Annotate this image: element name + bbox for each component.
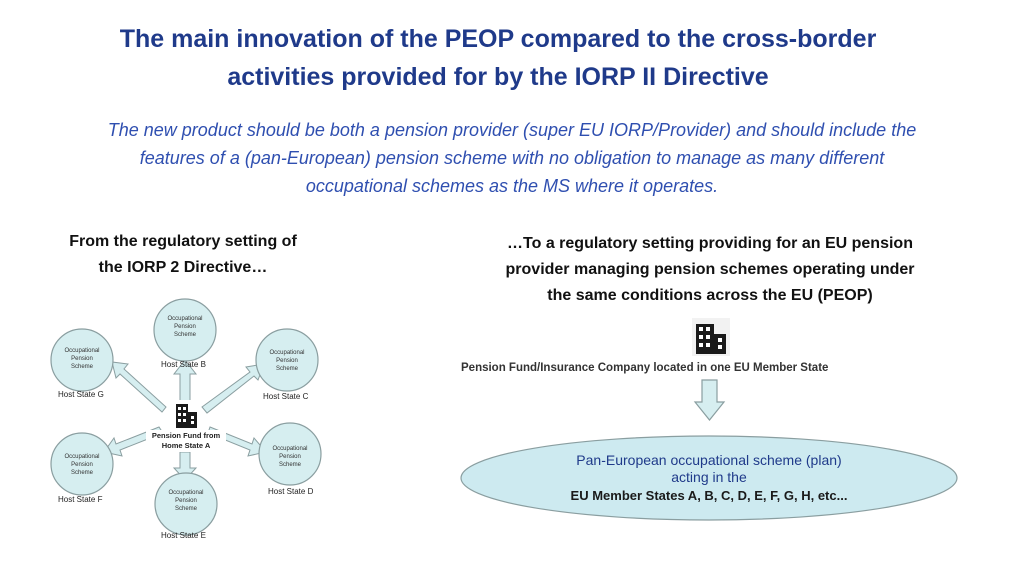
subtitle-line-2: features of a (pan-European) pension scheme with no obligation to manage as many different bbox=[139, 148, 885, 168]
left-heading-line-2: the IORP 2 Directive… bbox=[98, 259, 268, 276]
ellipse-line-2: acting in the bbox=[671, 469, 747, 485]
subtitle-line-3: occupational schemes as the MS where it operates. bbox=[305, 176, 719, 196]
svg-text:Occupational: Occupational bbox=[64, 348, 100, 354]
page-title bbox=[40, 20, 956, 96]
svg-text:Occupational: Occupational bbox=[272, 446, 308, 452]
scheme-circle-e bbox=[155, 473, 217, 535]
office-building-icon bbox=[173, 400, 199, 430]
svg-text:Pension: Pension bbox=[71, 462, 93, 468]
svg-text:Home State A: Home State A bbox=[161, 441, 211, 450]
left-heading-line-1: From the regulatory setting of bbox=[69, 233, 297, 250]
provider-label: Pension Fund/Insurance Company located in one EU Member State bbox=[461, 362, 829, 374]
svg-text:Occupational: Occupational bbox=[168, 490, 204, 496]
host-state-c-label: Host State C bbox=[263, 392, 309, 401]
host-state-b-label: Host State B bbox=[161, 360, 206, 369]
svg-text:Pension: Pension bbox=[279, 454, 301, 460]
right-heading-line-2: provider managing pension schemes operating under bbox=[505, 261, 915, 278]
host-state-e-label: Host State E bbox=[161, 531, 206, 540]
svg-text:Scheme: Scheme bbox=[70, 470, 94, 476]
svg-text:Scheme: Scheme bbox=[174, 506, 198, 512]
host-state-d-label: Host State D bbox=[268, 487, 314, 496]
iorp-hub-spoke-diagram bbox=[40, 292, 340, 548]
svg-text:Occupational: Occupational bbox=[269, 350, 305, 356]
office-building-icon bbox=[692, 318, 730, 356]
left-heading bbox=[30, 229, 336, 281]
scheme-circle-b bbox=[154, 299, 216, 361]
svg-text:Pension: Pension bbox=[276, 358, 298, 364]
right-heading bbox=[440, 231, 980, 309]
page-subtitle bbox=[20, 116, 1004, 200]
down-arrow bbox=[695, 380, 724, 420]
svg-text:Pension: Pension bbox=[175, 498, 197, 504]
svg-text:Pension Fund from: Pension Fund from bbox=[151, 431, 221, 440]
subtitle-line-1: The new product should be both a pension provider (super EU IORP/Provider) and should include the bbox=[107, 120, 917, 140]
title-line-2: activities provided for by the IORP II Directive bbox=[227, 63, 769, 91]
svg-text:Occupational: Occupational bbox=[167, 316, 203, 322]
title-line-1: The main innovation of the PEOP compared to the cross-border bbox=[119, 25, 877, 53]
hub-label bbox=[146, 430, 226, 452]
svg-text:Scheme: Scheme bbox=[275, 366, 299, 372]
ellipse-line-1: Pan-European occupational scheme (plan) bbox=[576, 452, 842, 468]
svg-text:Occupational: Occupational bbox=[64, 454, 100, 460]
svg-text:Pension: Pension bbox=[174, 324, 196, 330]
right-heading-line-1: …To a regulatory setting providing for an EU pension bbox=[507, 235, 913, 252]
svg-text:Scheme: Scheme bbox=[278, 462, 302, 468]
right-heading-line-3: the same conditions across the EU (PEOP) bbox=[547, 287, 873, 304]
peop-diagram bbox=[455, 316, 965, 526]
svg-text:Scheme: Scheme bbox=[70, 364, 94, 370]
host-state-g-label: Host State G bbox=[58, 390, 104, 399]
svg-text:Scheme: Scheme bbox=[173, 332, 197, 338]
svg-text:Pension: Pension bbox=[71, 356, 93, 362]
host-state-f-label: Host State F bbox=[58, 495, 103, 504]
ellipse-line-3: EU Member States A, B, C, D, E, F, G, H, etc... bbox=[570, 488, 848, 503]
arrow-to-host-c bbox=[202, 364, 264, 413]
arrow-to-host-g bbox=[112, 362, 166, 412]
